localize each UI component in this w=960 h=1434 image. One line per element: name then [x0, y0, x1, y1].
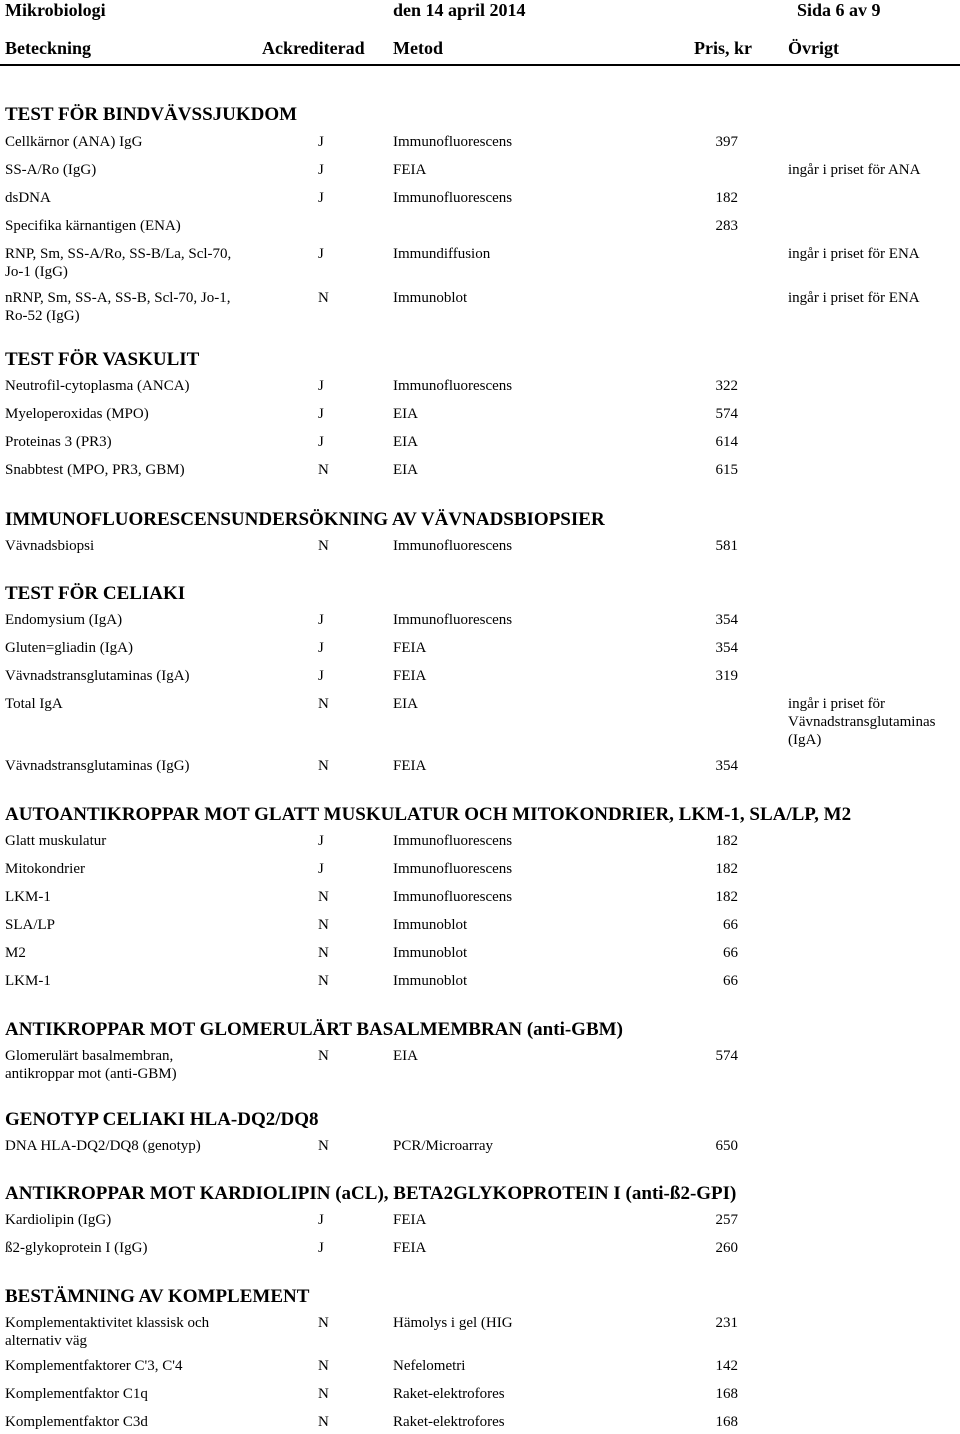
test-price: 66: [723, 945, 738, 961]
test-name: Vävnadstransglutaminas (IgA): [5, 668, 190, 684]
section-title: TEST FÖR VASKULIT: [5, 349, 200, 370]
accredited-flag: J: [318, 162, 324, 178]
test-method: Immunofluorescens: [393, 190, 513, 206]
accredited-flag: N: [318, 538, 329, 554]
test-method: Immunofluorescens: [393, 889, 513, 905]
test-name: dsDNA: [5, 190, 51, 206]
test-note: ingår i priset för ENA: [788, 246, 920, 262]
accredited-flag: J: [318, 134, 324, 150]
test-price: 581: [715, 538, 738, 554]
section-title: TEST FÖR CELIAKI: [5, 583, 186, 604]
test-price: 319: [715, 668, 738, 684]
test-method: Immunofluorescens: [393, 833, 513, 849]
test-method: FEIA: [393, 640, 427, 656]
test-price: 66: [723, 973, 738, 989]
test-method: PCR/Microarray: [393, 1138, 493, 1154]
test-method: Immunoblot: [393, 290, 468, 306]
test-name: Glomerulärt basalmembran, antikroppar mot (anti-GBM): [5, 1048, 177, 1082]
test-price: 354: [715, 758, 738, 774]
test-method: FEIA: [393, 668, 427, 684]
test-price: 182: [715, 861, 738, 877]
document-date: den 14 april 2014: [393, 0, 526, 20]
test-name: Glatt muskulatur: [5, 833, 107, 849]
test-price: 322: [715, 378, 738, 394]
test-name: Komplementfaktor C1q: [5, 1386, 148, 1402]
section-title: GENOTYP CELIAKI HLA-DQ2/DQ8: [5, 1109, 319, 1130]
test-name: Specifika kärnantigen (ENA): [5, 218, 181, 234]
test-method: EIA: [393, 434, 418, 450]
test-method: Immunoblot: [393, 973, 468, 989]
test-method: Immunofluorescens: [393, 134, 513, 150]
test-name: Komplementfaktor C3d: [5, 1414, 148, 1430]
column-header-other: Övrigt: [788, 38, 839, 58]
accredited-flag: N: [318, 696, 329, 712]
accredited-flag: N: [318, 889, 329, 905]
test-price: 142: [715, 1358, 738, 1374]
test-name: LKM-1: [5, 973, 51, 989]
accredited-flag: N: [318, 1414, 329, 1430]
test-method: Immunofluorescens: [393, 378, 513, 394]
test-price: 650: [715, 1138, 738, 1154]
test-note: ingår i priset för Vävnadstransglutaminas (IgA): [788, 696, 936, 748]
test-method: EIA: [393, 462, 418, 478]
accredited-flag: N: [318, 1048, 329, 1064]
test-method: Immundiffusion: [393, 246, 491, 262]
accredited-flag: N: [318, 945, 329, 961]
test-method: FEIA: [393, 162, 427, 178]
test-price: 354: [715, 640, 738, 656]
accredited-flag: N: [318, 1386, 329, 1402]
test-name: Snabbtest (MPO, PR3, GBM): [5, 462, 185, 478]
test-method: Immunoblot: [393, 945, 468, 961]
test-price: 231: [715, 1315, 738, 1331]
test-name: Endomysium (IgA): [5, 612, 123, 628]
test-method: Immunofluorescens: [393, 861, 513, 877]
test-name: M2: [5, 945, 26, 961]
test-price: 615: [715, 462, 738, 478]
test-name: Myeloperoxidas (MPO): [5, 406, 149, 422]
test-name: RNP, Sm, SS-A/Ro, SS-B/La, Scl-70, Jo-1 (IgG): [5, 246, 232, 280]
test-method: EIA: [393, 406, 418, 422]
test-name: DNA HLA-DQ2/DQ8 (genotyp): [5, 1138, 201, 1154]
test-name: SLA/LP: [5, 917, 56, 933]
test-method: EIA: [393, 1048, 418, 1064]
test-name: Komplementfaktorer C'3, C'4: [5, 1358, 183, 1374]
accredited-flag: J: [318, 406, 324, 422]
test-price: 397: [715, 134, 738, 150]
test-method: Nefelometri: [393, 1358, 466, 1374]
test-price: 574: [715, 1048, 738, 1064]
test-name: Gluten=gliadin (IgA): [5, 640, 134, 656]
accredited-flag: J: [318, 612, 324, 628]
test-price: 182: [715, 833, 738, 849]
test-method: FEIA: [393, 758, 427, 774]
accredited-flag: N: [318, 1138, 329, 1154]
section-title: ANTIKROPPAR MOT GLOMERULÄRT BASALMEMBRAN (anti-GBM): [5, 1019, 623, 1040]
test-name: Cellkärnor (ANA) IgG: [5, 134, 143, 150]
test-note: ingår i priset för ENA: [788, 290, 920, 306]
test-price: 182: [715, 190, 738, 206]
section-title: ANTIKROPPAR MOT KARDIOLIPIN (aCL), BETA2GLYKOPROTEIN I (anti-ß2-GPI): [5, 1183, 737, 1204]
accredited-flag: J: [318, 640, 324, 656]
test-method: EIA: [393, 696, 418, 712]
accredited-flag: J: [318, 833, 324, 849]
test-price: 614: [715, 434, 738, 450]
test-name: LKM-1: [5, 889, 51, 905]
test-method: Immunoblot: [393, 917, 468, 933]
accredited-flag: J: [318, 190, 324, 206]
section-title: BESTÄMNING AV KOMPLEMENT: [5, 1286, 310, 1307]
test-name: nRNP, Sm, SS-A, SS-B, Scl-70, Jo-1, Ro-52 (IgG): [5, 290, 231, 324]
page-number: Sida 6 av 9: [797, 0, 881, 20]
test-name: Komplementaktivitet klassisk och alternativ väg: [5, 1315, 210, 1349]
test-price: 257: [715, 1212, 738, 1228]
accredited-flag: J: [318, 1212, 324, 1228]
test-name: ß2-glykoprotein I (IgG): [5, 1240, 148, 1256]
accredited-flag: N: [318, 462, 329, 478]
test-method: Hämolys i gel (HIG: [393, 1315, 513, 1331]
column-header-method: Metod: [393, 38, 443, 58]
test-method: Raket-elektrofores: [393, 1386, 505, 1402]
accredited-flag: N: [318, 917, 329, 933]
test-price: 168: [715, 1414, 738, 1430]
test-price: 260: [715, 1240, 738, 1256]
test-price: 283: [715, 218, 738, 234]
test-note: ingår i priset för ANA: [788, 162, 921, 178]
column-header-name: Beteckning: [5, 38, 92, 58]
accredited-flag: N: [318, 1358, 329, 1374]
test-price: 182: [715, 889, 738, 905]
section-title: IMMUNOFLUORESCENSUNDERSÖKNING AV VÄVNADSBIOPSIER: [5, 509, 605, 530]
test-name: Total IgA: [5, 696, 63, 712]
test-name: Mitokondrier: [5, 861, 85, 877]
test-name: Vävnadstransglutaminas (IgG): [5, 758, 190, 774]
accredited-flag: J: [318, 434, 324, 450]
section-title: TEST FÖR BINDVÄVSSJUKDOM: [5, 104, 298, 125]
column-header-accredited: Ackrediterad: [262, 38, 365, 58]
test-name: Neutrofil-cytoplasma (ANCA): [5, 378, 190, 394]
test-method: Immunofluorescens: [393, 538, 513, 554]
accredited-flag: N: [318, 758, 329, 774]
test-price: 66: [723, 917, 738, 933]
department-title: Mikrobiologi: [5, 0, 106, 20]
accredited-flag: N: [318, 1315, 329, 1331]
test-name: Proteinas 3 (PR3): [5, 434, 112, 450]
section-title: AUTOANTIKROPPAR MOT GLATT MUSKULATUR OCH MITOKONDRIER, LKM-1, SLA/LP, M2: [5, 804, 852, 825]
test-method: FEIA: [393, 1212, 427, 1228]
test-name: Kardiolipin (IgG): [5, 1212, 112, 1228]
test-name: SS-A/Ro (IgG): [5, 162, 97, 178]
accredited-flag: N: [318, 973, 329, 989]
accredited-flag: J: [318, 1240, 324, 1256]
accredited-flag: J: [318, 668, 324, 684]
accredited-flag: J: [318, 861, 324, 877]
accredited-flag: N: [318, 290, 329, 306]
test-price: 354: [715, 612, 738, 628]
column-header-price: Pris, kr: [694, 38, 752, 58]
page-header: [0, 0, 960, 66]
accredited-flag: J: [318, 378, 324, 394]
test-method: Immunofluorescens: [393, 612, 513, 628]
test-method: Raket-elektrofores: [393, 1414, 505, 1430]
test-price: 168: [715, 1386, 738, 1402]
accredited-flag: J: [318, 246, 324, 262]
test-method: FEIA: [393, 1240, 427, 1256]
test-name: Vävnadsbiopsi: [5, 538, 95, 554]
test-price: 574: [715, 406, 738, 422]
